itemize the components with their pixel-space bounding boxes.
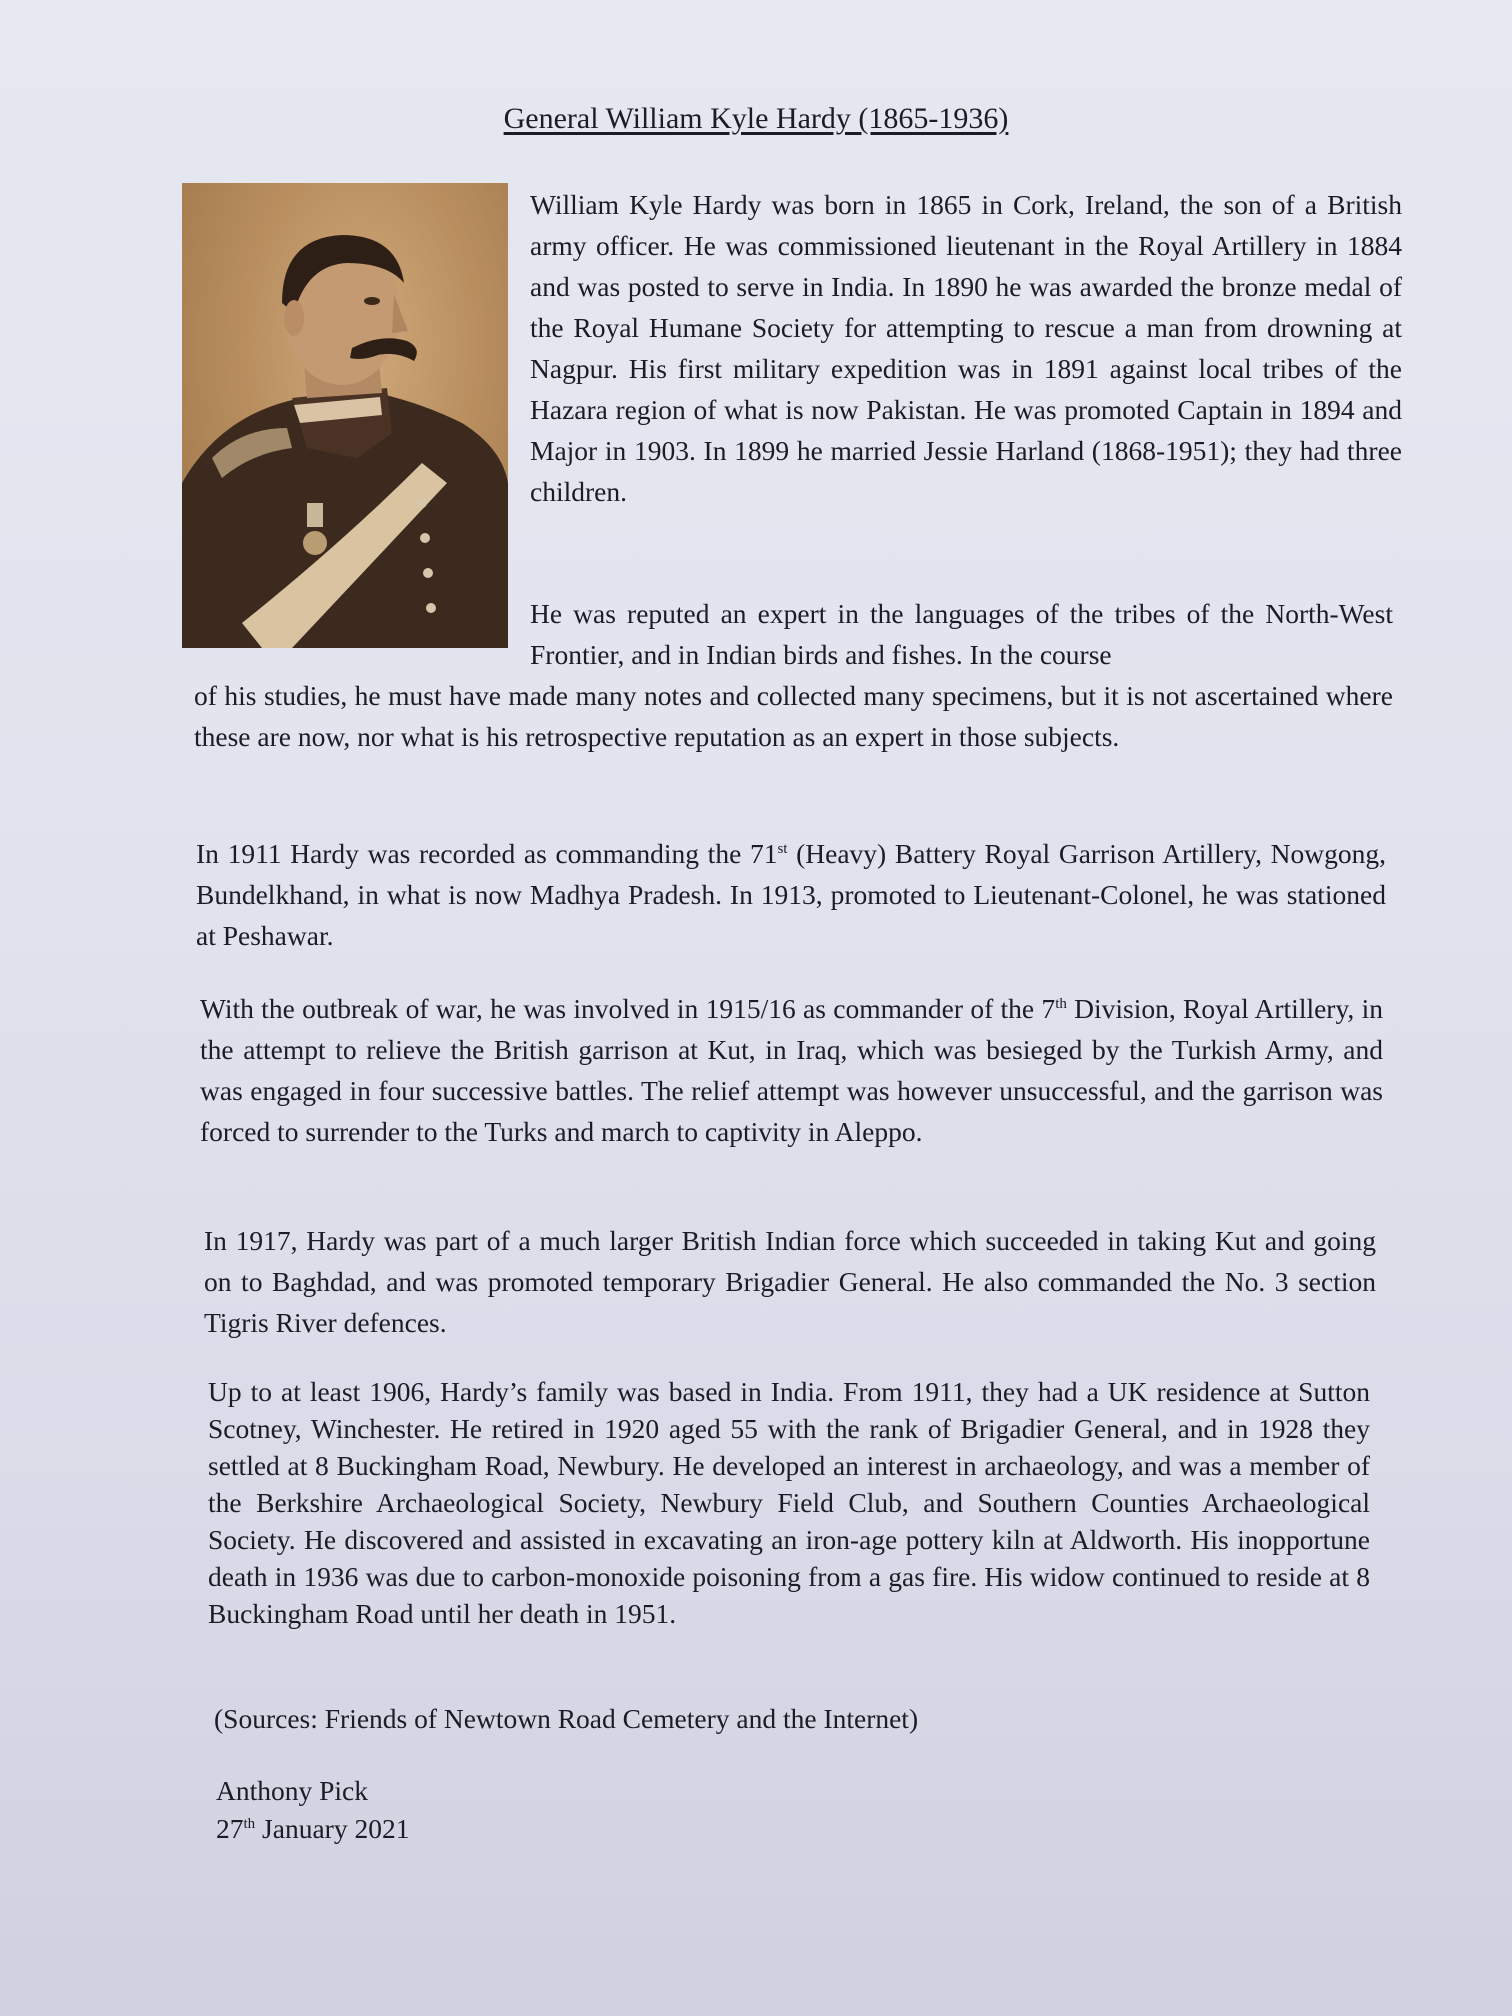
- author-name: Anthony Pick: [216, 1775, 369, 1806]
- paragraph-later-life: Up to at least 1906, Hardy’s family was based in India. From 1911, they had a UK residence at Sutton Scotney, Winchester. He retired in 1920 aged 55 with the rank of Brigadier General, and in 1928 they settled at 8 Buckingham Road, Newbury. He developed an interest in archaeology, and was a member of the Berkshire Archaeological Society, Newbury Field Club, and Southern Counties Archaeological Society. He discovered and assisted in excavating an iron-age pottery kiln at Aldworth. His inopportune death in 1936 was due to carbon-monoxide poisoning from a gas fire. His widow continued to reside at 8 Buckingham Road until her death in 1951.: [208, 1376, 1370, 1629]
- paragraph-early-life: William Kyle Hardy was born in 1865 in Cork, Ireland, the son of a British army officer. He was commissioned lieutenant in the Royal Artillery in 1884 and was posted to serve in India. In 1890 he was awarded the bronze medal of the Royal Humane Society for attempting to rescue a man from drowning at Nagpur. His first military expedition was in 1891 against local tribes of the Hazara region of what is now Pakistan. He was promoted Captain in 1894 and Major in 1903. In 1899 he married Jessie Harland (1868-1951); they had three children.: [530, 189, 1402, 507]
- paragraph-war-service: [200, 988, 1383, 1152]
- paragraph-1917-baghdad: In 1917, Hardy was part of a much larger British Indian force which succeeded in taking Kut and going on to Baghdad, and was promoted temporary Brigadier General. He also commanded the No. 3 section Tigris River defences.: [204, 1225, 1376, 1338]
- portrait-illustration: [182, 183, 508, 648]
- p4-text-before: With the outbreak of war, he was involved in 1915/16 as commander of the 7: [200, 993, 1056, 1024]
- date-month-year: January 2021: [255, 1813, 410, 1844]
- p4-text-after: Division, Royal Artillery, in the attempt to relieve the British garrison at Kut, in Iraq, which was besieged by the Turkish Army, and was engaged in four successive battles. The relief attempt was however unsuccessful, and the garrison was forced to surrender to the Turks and march to captivity in Aleppo.: [200, 993, 1383, 1147]
- date-day: 27: [216, 1813, 244, 1844]
- p3-text-after: (Heavy) Battery Royal Garrison Artillery, Nowgong, Bundelkhand, in what is now Madhya Pradesh. In 1913, promoted to Lieutenant-Colonel, he was stationed at Peshawar.: [196, 838, 1386, 951]
- paragraph-1911-command: [196, 833, 1386, 956]
- portrait-photo: [182, 183, 508, 648]
- document-title: General William Kyle Hardy (1865-1936): [503, 102, 1009, 135]
- sources-line: (Sources: Friends of Newtown Road Cemetery and the Internet): [214, 1703, 919, 1734]
- p4-ordinal-suffix: th: [1055, 995, 1067, 1012]
- p3-ordinal-suffix: st: [777, 840, 788, 857]
- p3-text-before: In 1911 Hardy was recorded as commanding the 71: [196, 838, 778, 869]
- paragraph-expertise-continued: of his studies, he must have made many notes and collected many specimens, but it is not ascertained where these are now, nor what is his retrospective reputation as an expert in those subjects.: [194, 680, 1393, 752]
- paragraph-expertise-start: He was reputed an expert in the languages of the tribes of the North-West Frontier, and in Indian birds and fishes. In the course: [530, 598, 1393, 670]
- signature-date: [216, 1810, 409, 1848]
- date-ordinal-suffix: th: [243, 1815, 256, 1832]
- signature-block: [216, 1772, 409, 1848]
